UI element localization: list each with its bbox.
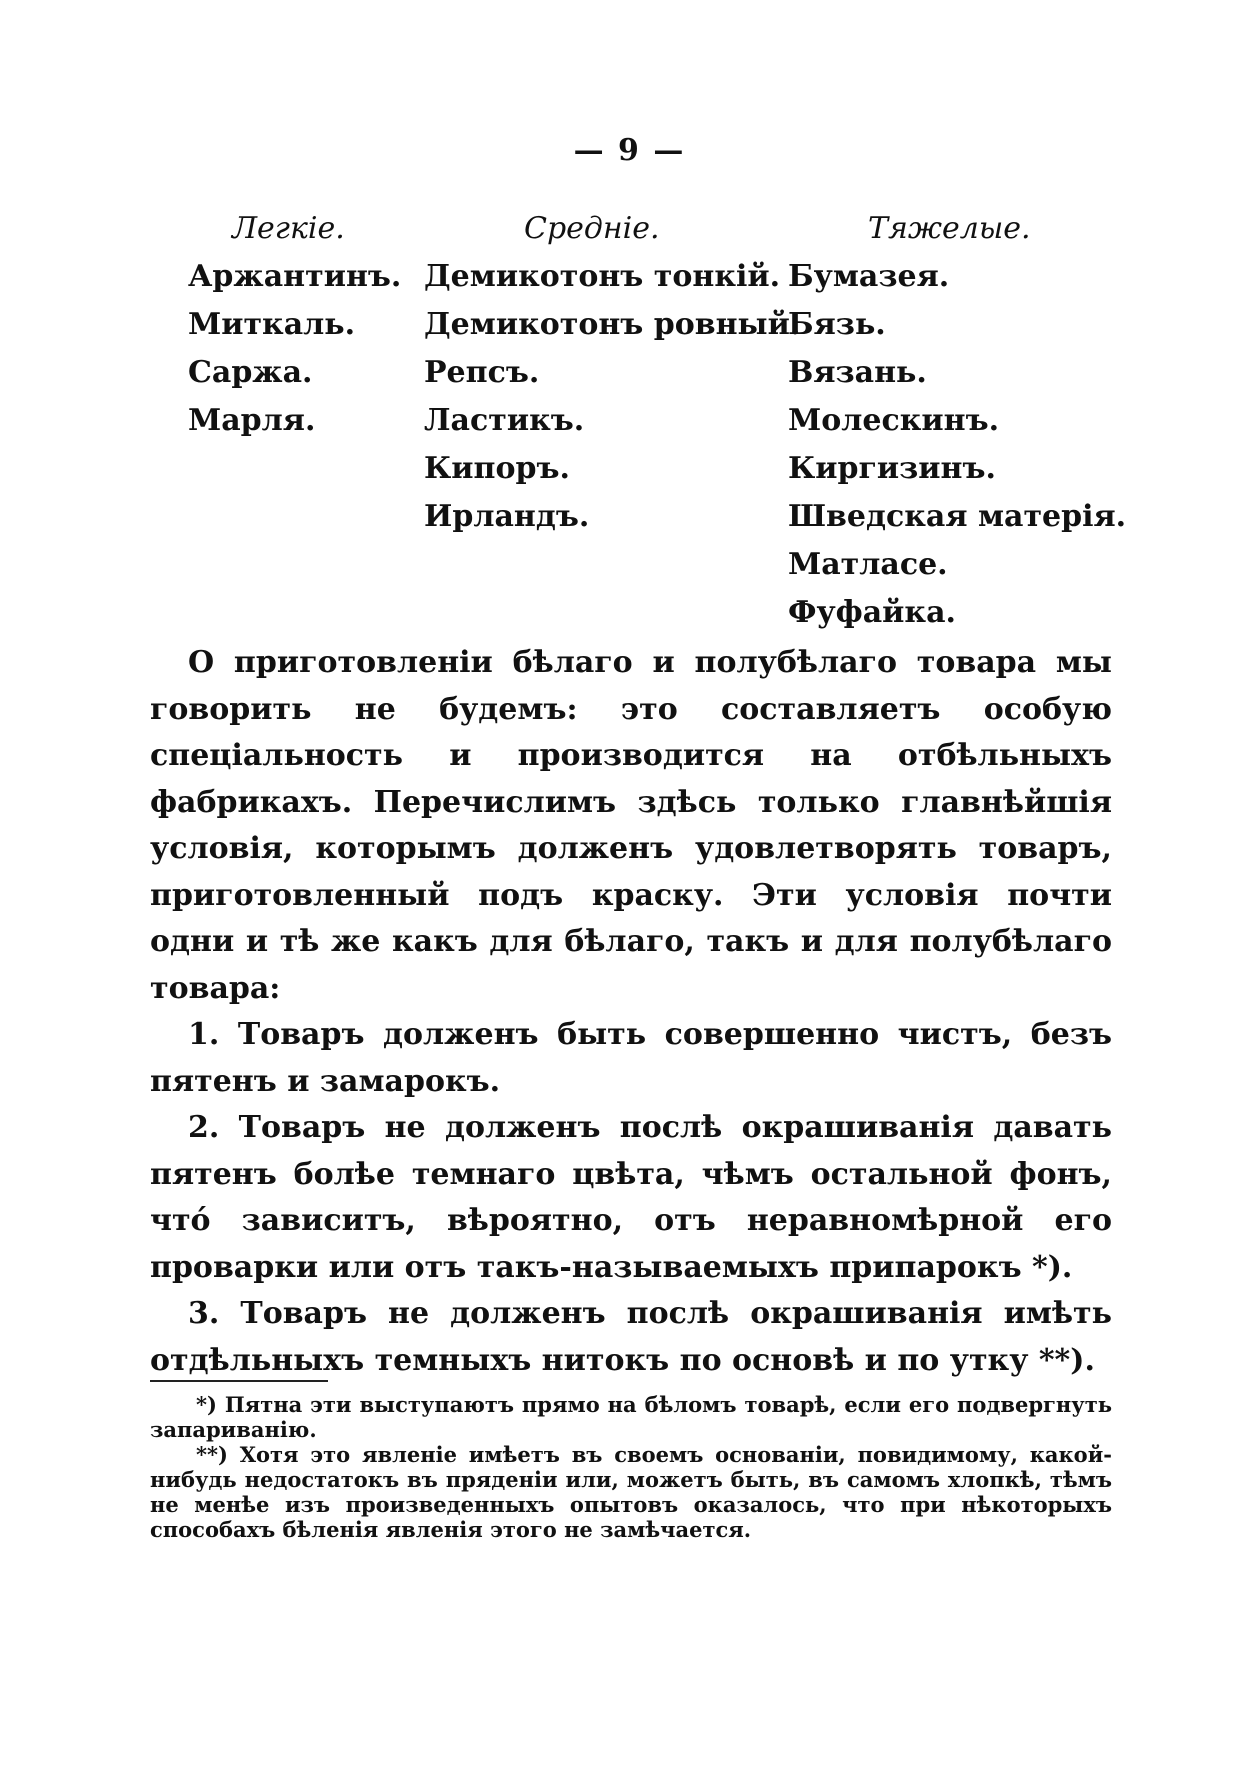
list-item: Бумазея. [788,259,950,294]
footnotes [150,1392,1112,1542]
list-item: Ластикъ. [424,403,585,438]
paragraph-condition-2: 2. Товаръ не долженъ послѣ окрашиванія давать пятенъ болѣе темнаго цвѣта, чѣмъ остальной фонъ, чтó зависитъ, вѣроятно, отъ неравномѣрной его проварки или отъ такъ-называемыхъ припарокъ *). [150,1110,1112,1285]
list-item: Демикотонъ тонкій. [424,259,781,294]
paragraph-condition-1: 1. Товаръ долженъ быть совершенно чистъ, безъ пятенъ и замарокъ. [150,1017,1112,1099]
list-item: Саржа. [188,355,313,390]
list-item: Ирландъ. [424,499,590,534]
list-item: Репсъ. [424,355,540,390]
list-item: Марля. [188,403,316,438]
list-item: Молескинъ. [788,403,1000,438]
column-medium [424,205,800,541]
footnote-1: *) Пятна эти выступаютъ прямо на бѣломъ товарѣ, если его подвергнуть запариванію. [150,1392,1112,1442]
column-heading-medium: Средніе. [524,211,660,246]
list-item: Матласе. [788,547,948,582]
paragraph-intro: О приготовленіи бѣлаго и полубѣлаго товара мы говорить не будемъ: это составляетъ особую спеціальность и производится на отбѣльныхъ фабрикахъ. Перечислимъ здѣсь только главнѣйшія условія, которымъ долженъ удовлетворять товаръ, приготовленный подъ краску. Эти условія почти одни и тѣ же какъ для бѣлаго, такъ и для полубѣлаго товара: [150,645,1112,1006]
list-item: Фуфайка. [788,595,956,630]
list-item: Демикотонъ ровный. [424,307,801,342]
list-item: Аржантинъ. [188,259,402,294]
footnote-2: **) Хотя это явленіе имѣетъ въ своемъ основаніи, повидимому, какой-нибудь недостатокъ въ прядeніи или, можетъ быть, въ самомъ хлопкѣ, тѣмъ не менѣе изъ произведенныхъ опытовъ оказалось, что при нѣкоторыхъ способахъ бѣленія явленія этого не замѣчается. [150,1442,1112,1542]
list-item: Киргизинъ. [788,451,996,486]
main-text [150,640,1112,1384]
fabric-categories-table [180,205,1140,630]
column-light [188,205,401,445]
column-heading-heavy: Тяжелые. [868,211,1031,246]
footnote-divider [150,1380,328,1382]
column-heavy [788,205,1126,637]
paragraph-condition-3: 3. Товаръ не долженъ послѣ окрашиванія имѣть отдѣльныхъ темныхъ нитокъ по основѣ и по утку **). [150,1296,1112,1378]
list-item: Шведская матерія. [788,499,1127,534]
list-item: Кипоръ. [424,451,570,486]
list-item: Миткаль. [188,307,356,342]
column-heading-light: Легкіе. [232,211,345,246]
page-number: — 9 — [573,133,686,168]
list-item: Бязь. [788,307,886,342]
list-item: Вязань. [788,355,927,390]
